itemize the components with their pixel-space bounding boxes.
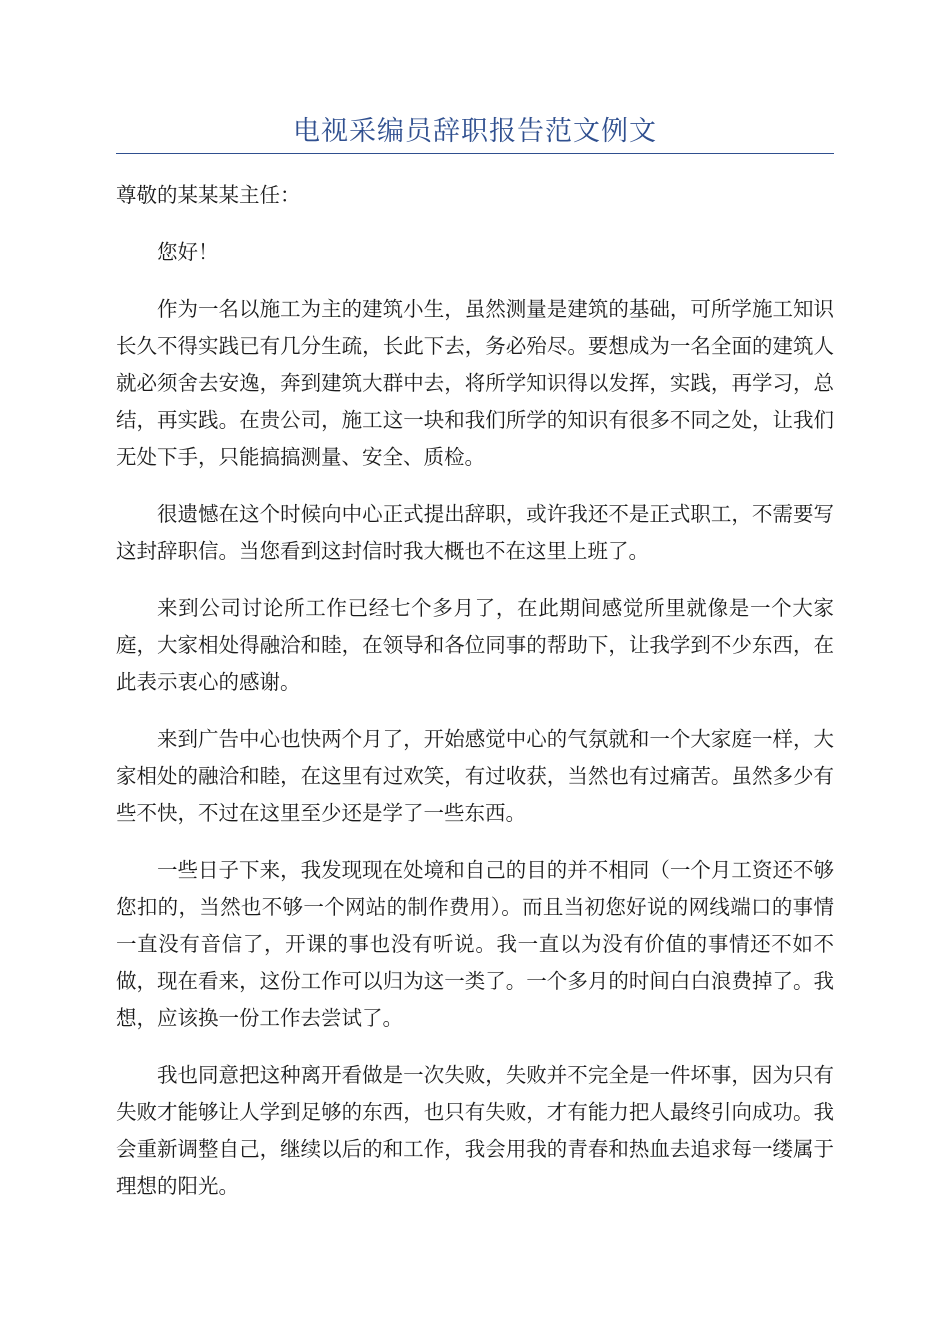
salutation: 尊敬的某某某主任： (116, 183, 301, 207)
paragraph: 作为一名以施工为主的建筑小生，虽然测量是建筑的基础，可所学施工知识长久不得实践已有几分生疏，长此下去，务必殆尽。要想成为一名全面的建筑人就必须舍去安逸，奔到建筑大群中去，将所学知识得以发挥，实践，再学习，总结，再实践。在贵公司，施工这一块和我们所学的知识有很多不同之处，让我们无处下手，只能搞搞测量、安全、质检。 (116, 297, 834, 469)
paragraph: 很遗憾在这个时候向中心正式提出辞职，或许我还不是正式职工，不需要写这封辞职信。当您看到这封信时我大概也不在这里上班了。 (116, 502, 834, 563)
title-divider (116, 153, 834, 154)
paragraph-greeting: 您好！ (157, 240, 219, 264)
paragraph: 来到公司讨论所工作已经七个多月了，在此期间感觉所里就像是一个大家庭，大家相处得融洽和睦，在领导和各位同事的帮助下，让我学到不少东西，在此表示衷心的感谢。 (116, 596, 834, 694)
paragraph: 我也同意把这种离开看做是一次失败，失败并不完全是一件坏事，因为只有失败才能够让人学到足够的东西，也只有失败，才有能力把人最终引向成功。我会重新调整自己，继续以后的和工作，我会用我的青春和热血去追求每一缕属于理想的阳光。 (116, 1063, 834, 1198)
document-body (116, 177, 834, 1225)
document-title: 电视采编员辞职报告范文例文 (293, 116, 657, 147)
paragraph: 一些日子下来，我发现现在处境和自己的目的并不相同（一个月工资还不够您扣的，当然也不够一个网站的制作费用）。而且当初您好说的网线端口的事情一直没有音信了，开课的事也没有听说。我一直以为没有价值的事情还不如不做，现在看来，这份工作可以归为这一类了。一个多月的时间白白浪费掉了。我想，应该换一份工作去尝试了。 (116, 858, 834, 1030)
paragraph: 来到广告中心也快两个月了，开始感觉中心的气氛就和一个大家庭一样，大家相处的融洽和睦，在这里有过欢笑，有过收获，当然也有过痛苦。虽然多少有些不快，不过在这里至少还是学了一些东西。 (116, 727, 834, 825)
